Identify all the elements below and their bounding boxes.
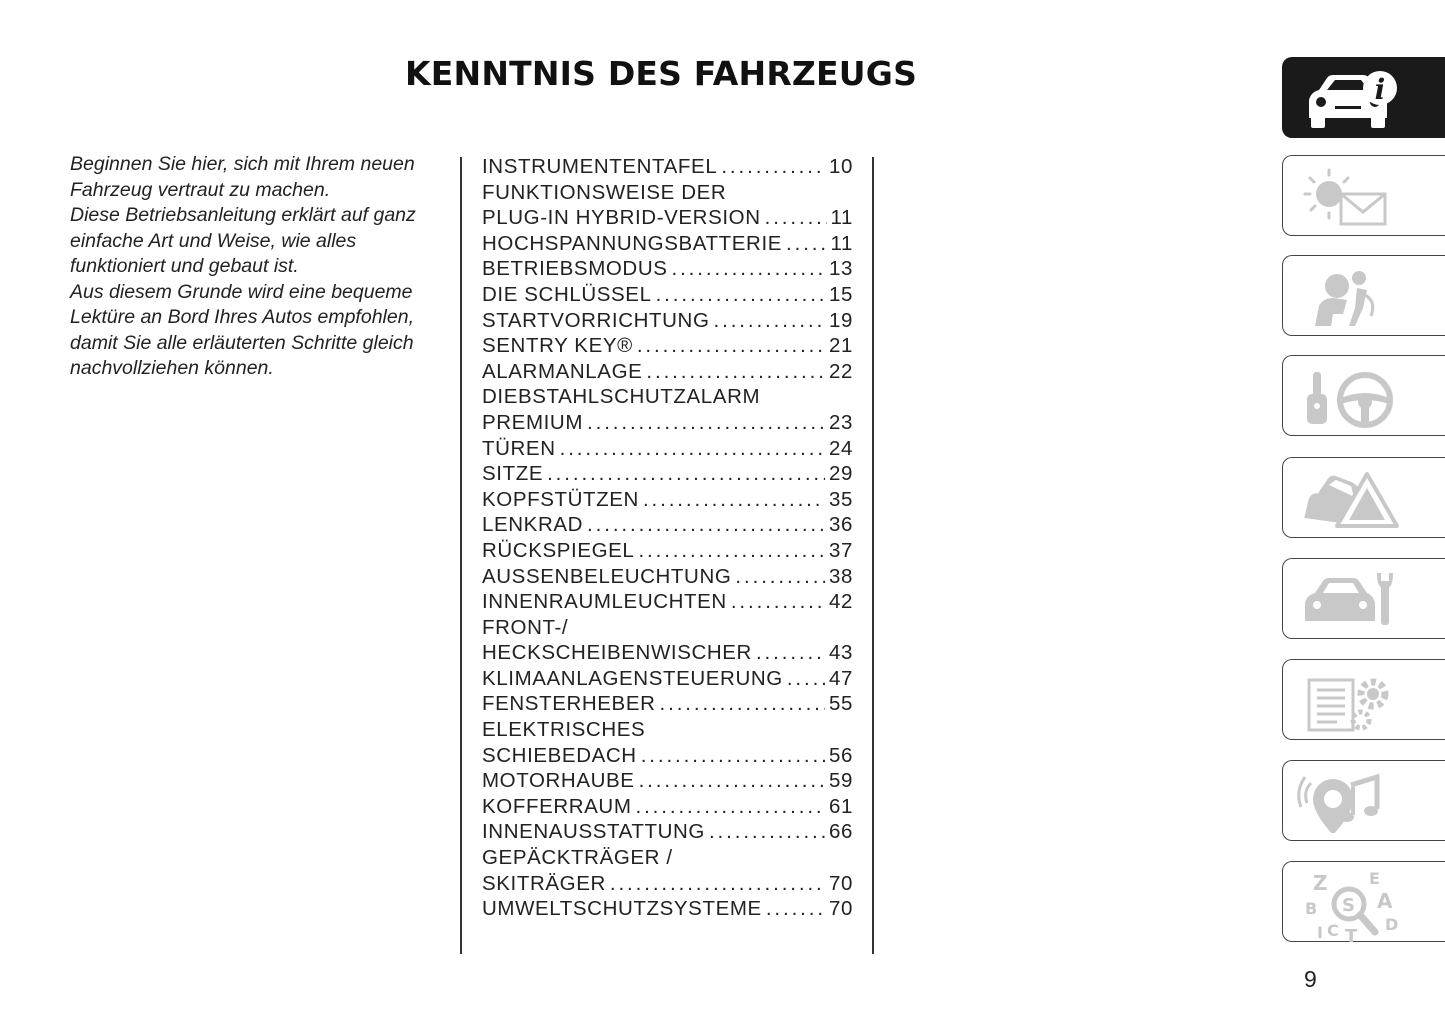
toc-dot-leader: [714, 308, 825, 334]
intro-text: [70, 152, 445, 382]
toc-entry[interactable]: [482, 384, 853, 435]
toc-entry[interactable]: [482, 691, 853, 717]
toc-dot-leader: [721, 154, 825, 180]
toc-dot-leader: [765, 205, 827, 231]
alphabetical-index-icon: [1297, 870, 1407, 942]
toc-dot-leader: [587, 410, 825, 436]
toc-entry-page: 13: [828, 257, 853, 281]
toc-entry-label: UMWELTSCHUTZSYSTEME: [482, 897, 762, 921]
toc-entry-label: INSTRUMENTENTAFEL: [482, 155, 718, 178]
technical-data-gear-icon: [1297, 668, 1407, 732]
toc-dot-leader: [656, 282, 825, 308]
tab-service-maintenance[interactable]: [1282, 558, 1445, 639]
toc-entry-prefix: FUNKTIONSWEISE DER: [482, 180, 727, 204]
toc-dot-leader: [643, 487, 825, 513]
toc-entry-label: SCHIEBEDACH: [482, 743, 637, 767]
toc-entry-label: DIE SCHLÜSSEL: [482, 282, 652, 306]
toc-dot-leader: [646, 359, 825, 385]
tab-starting-driving[interactable]: [1282, 355, 1445, 436]
tab-index[interactable]: [1282, 861, 1445, 942]
toc-entry[interactable]: [482, 615, 853, 666]
toc-dot-leader: [638, 538, 825, 564]
toc-entry-page: 42: [828, 590, 853, 614]
tab-safety[interactable]: [1282, 255, 1445, 336]
toc-entry-label: RÜCKSPIEGEL: [482, 538, 635, 562]
svg-text:I: I: [1317, 923, 1323, 942]
toc-entry-label: KOFFERRAUM: [482, 794, 632, 818]
intro-paragraph: Diese Betriebsanleitung erklärt auf ganz einfache Art und Weise, wie alles funktioniert und gebaut ist.: [70, 204, 416, 277]
toc-entry-label: STARTVORRICHTUNG: [482, 308, 710, 332]
toc-dot-leader: [641, 743, 825, 769]
toc-dot-leader: [786, 231, 827, 257]
toc-entry-label: INNENRAUMLEUCHTEN: [482, 590, 727, 614]
toc-entry[interactable]: [482, 845, 853, 896]
toc-entry[interactable]: [482, 333, 853, 359]
toc-entry-label: MOTORHAUBE: [482, 769, 635, 793]
toc-dot-leader: [756, 640, 825, 666]
toc-entry[interactable]: [482, 231, 853, 257]
toc-entry-page: 70: [828, 871, 853, 895]
toc-entry-page: 23: [828, 410, 853, 434]
warning-light-message-icon: [1297, 164, 1407, 228]
svg-text:E: E: [1369, 870, 1380, 888]
toc-entry[interactable]: [482, 308, 853, 334]
intro-paragraph: Aus diesem Grunde wird eine bequeme Lektüre an Bord Ihres Autos empfohlen, damit Sie alle erläuterten Schritte gleich nachvollziehen können.: [70, 280, 414, 379]
svg-text:T: T: [1345, 926, 1358, 942]
toc-dot-leader: [735, 564, 825, 590]
key-steering-wheel-icon: [1297, 364, 1407, 428]
toc-entry[interactable]: [482, 487, 853, 513]
toc-entry-page: 22: [828, 359, 853, 383]
toc-dot-leader: [787, 666, 825, 692]
svg-text:S: S: [1342, 895, 1355, 916]
toc-dot-leader: [766, 896, 825, 922]
toc-entry[interactable]: [482, 461, 853, 487]
toc-entry-label: AUSSENBELEUCHTUNG: [482, 564, 732, 588]
svg-text:Z: Z: [1313, 871, 1328, 895]
toc-dot-leader: [709, 819, 825, 845]
toc-entry-page: 11: [830, 231, 853, 255]
car-info-icon: [1297, 66, 1407, 130]
tab-technical-data[interactable]: [1282, 659, 1445, 740]
toc-entry[interactable]: [482, 154, 853, 180]
multimedia-music-icon: [1297, 769, 1407, 833]
toc-dot-leader: [660, 691, 825, 717]
toc-entry-page: 56: [828, 743, 853, 767]
toc-entry-page: 55: [828, 692, 853, 716]
toc-entry[interactable]: [482, 819, 853, 845]
toc-dot-leader: [610, 871, 825, 897]
toc-entry-page: 43: [828, 641, 853, 665]
toc-entry-prefix: DIEBSTAHLSCHUTZALARM: [482, 385, 761, 409]
toc-entry-label: INNENAUSSTATTUNG: [482, 820, 705, 844]
toc-entry[interactable]: [482, 256, 853, 282]
page-title: KENNTNIS DES FAHRZEUGS: [405, 54, 918, 93]
tab-warning-lights[interactable]: [1282, 155, 1445, 236]
toc-dot-leader: [639, 768, 825, 794]
toc-entry[interactable]: [482, 180, 853, 231]
toc-entry-page: 10: [828, 155, 853, 178]
toc-entry-label: PREMIUM: [482, 410, 584, 434]
toc-entry[interactable]: [482, 794, 853, 820]
svg-text:B: B: [1305, 899, 1318, 918]
toc-entry[interactable]: [482, 564, 853, 590]
toc-entry-page: 70: [828, 897, 853, 921]
toc-entry-page: 21: [828, 334, 853, 358]
toc-entry-label: SITZE: [482, 462, 544, 486]
toc-entry-label: TÜREN: [482, 436, 556, 460]
toc-entry-page: 37: [828, 538, 853, 562]
toc-entry-page: 38: [828, 564, 853, 588]
tab-vehicle-knowledge[interactable]: [1282, 57, 1445, 138]
toc-entry-page: 66: [828, 820, 853, 844]
svg-text:C: C: [1327, 921, 1339, 940]
toc-dot-leader: [587, 512, 825, 538]
toc-entry-label: KLIMAANLAGENSTEUERUNG: [482, 666, 783, 690]
tab-emergency[interactable]: [1282, 457, 1445, 538]
toc-entry-label: LENKRAD: [482, 513, 584, 537]
seat-airbag-icon: [1297, 264, 1407, 328]
svg-text:D: D: [1385, 915, 1399, 934]
emergency-car-warning-icon: [1297, 466, 1407, 530]
toc-entry-page: 11: [830, 206, 853, 230]
toc-entry-page: 47: [828, 666, 853, 690]
toc-entry-label: SKITRÄGER: [482, 871, 606, 895]
car-wrench-icon: [1297, 567, 1407, 631]
toc-entry[interactable]: [482, 436, 853, 462]
toc-entry[interactable]: [482, 512, 853, 538]
toc-entry-label: HECKSCHEIBENWISCHER: [482, 641, 752, 665]
column-divider-right: [872, 157, 874, 954]
toc-entry[interactable]: [482, 666, 853, 692]
page-number: 9: [1304, 966, 1317, 992]
svg-text:i: i: [1374, 73, 1386, 106]
toc-dot-leader: [672, 256, 825, 282]
toc-entry-label: HOCHSPANNUNGSBATTERIE: [482, 231, 783, 255]
toc-entry-label: KOPFSTÜTZEN: [482, 487, 639, 511]
column-divider-left: [460, 157, 462, 954]
toc-dot-leader: [547, 461, 825, 487]
toc-entry-label: FENSTERHEBER: [482, 692, 656, 716]
toc-entry-prefix: ELEKTRISCHES: [482, 718, 646, 742]
toc-entry-page: 19: [828, 308, 853, 332]
toc-entry-page: 24: [828, 436, 853, 460]
toc-entry-label: SENTRY KEY®: [482, 334, 633, 358]
toc-entry[interactable]: [482, 717, 853, 768]
toc-dot-leader: [560, 436, 825, 462]
toc-entry-page: 29: [828, 462, 853, 486]
toc-entry[interactable]: [482, 538, 853, 564]
toc-entry-page: 35: [828, 487, 853, 511]
toc-entry[interactable]: [482, 896, 853, 922]
svg-text:A: A: [1377, 889, 1393, 913]
toc-dot-leader: [636, 794, 825, 820]
toc-entry[interactable]: [482, 282, 853, 308]
toc-entry[interactable]: [482, 768, 853, 794]
table-of-contents: [482, 154, 853, 922]
toc-entry-page: 15: [828, 282, 853, 306]
toc-dot-leader: [731, 589, 825, 615]
toc-entry-prefix: FRONT-/: [482, 615, 569, 639]
toc-entry[interactable]: [482, 359, 853, 385]
toc-entry-label: PLUG-IN HYBRID-VERSION: [482, 206, 761, 230]
intro-paragraph: Beginnen Sie hier, sich mit Ihrem neuen Fahrzeug vertraut zu machen.: [70, 153, 415, 201]
toc-entry-label: BETRIEBSMODUS: [482, 257, 668, 281]
tab-multimedia[interactable]: [1282, 760, 1445, 841]
toc-entry-label: ALARMANLAGE: [482, 359, 643, 383]
toc-entry-page: 36: [828, 513, 853, 537]
toc-entry-page: 59: [828, 769, 853, 793]
toc-entry-page: 61: [828, 794, 853, 818]
toc-dot-leader: [637, 333, 825, 359]
toc-entry-prefix: GEPÄCKTRÄGER /: [482, 846, 673, 870]
toc-entry[interactable]: [482, 589, 853, 615]
